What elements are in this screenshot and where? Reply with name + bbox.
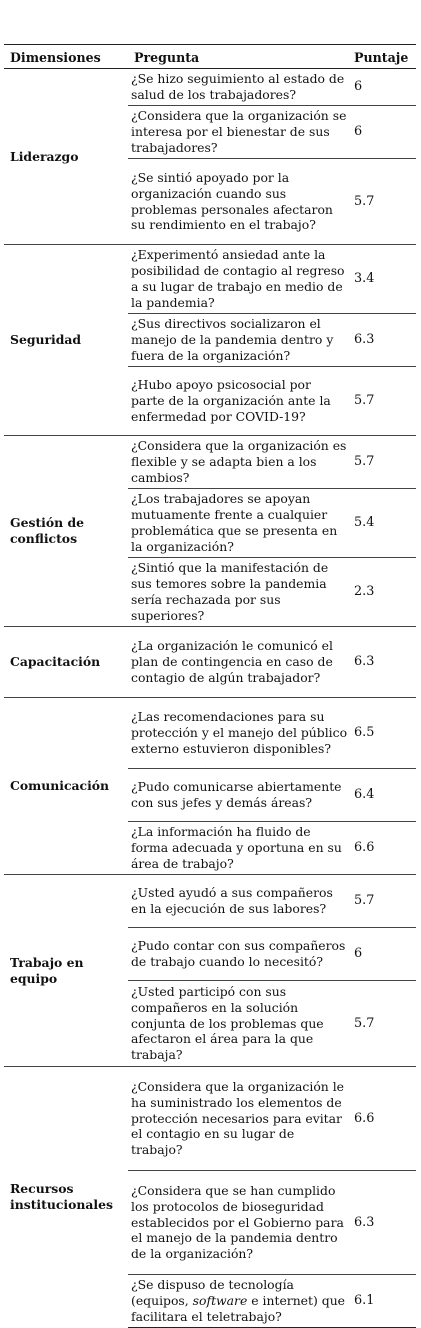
table-row bbox=[4, 69, 416, 106]
question-cell: ¿Considera que la organización se interesa por el bienestar de sus trabajadores? bbox=[128, 106, 350, 159]
question-cell: ¿Hubo apoyo psicosocial por parte de la organización ante la enfermedad por COVID-19? bbox=[128, 367, 350, 436]
score-cell: 5.4 bbox=[350, 489, 416, 558]
score-cell: 6.5 bbox=[350, 698, 416, 769]
score-cell: 6 bbox=[354, 79, 363, 95]
question-cell: ¿Considera que la organización es flexible y se adapta bien a los cambios? bbox=[128, 436, 350, 489]
question-cell bbox=[128, 1275, 350, 1328]
dimension-gestion-de-conflictos: Gestión de conflictos bbox=[4, 436, 128, 627]
table-row bbox=[4, 245, 416, 314]
score-cell: 6 bbox=[350, 928, 416, 981]
question-cell: ¿Los trabajadores se apoyan mutuamente frente a cualquier problemática que se presenta en la organización? bbox=[128, 489, 350, 558]
question-cell: ¿Usted ayudó a sus compañeros en la ejecución de sus labores? bbox=[128, 875, 350, 928]
header-dimension: Dimensiones bbox=[4, 45, 128, 69]
score-cell: 6 bbox=[350, 106, 416, 159]
table-row bbox=[4, 875, 416, 928]
table-row bbox=[4, 698, 416, 769]
question-cell: ¿Experimentó ansiedad ante la posibilidad de contagio al regreso a su lugar de trabajo en medio de la pandemia? bbox=[128, 245, 350, 314]
question-cell: ¿Considera que se han cumplido los protocolos de bioseguridad establecidos por el Gobierno para el manejo de la pandemia dentro de la organización? bbox=[128, 1171, 350, 1275]
score-cell: 5.7 bbox=[350, 159, 416, 245]
table-row bbox=[4, 1067, 416, 1171]
score-cell: 3.4 bbox=[350, 245, 416, 314]
score-cell: 5.7 bbox=[350, 875, 416, 928]
question-cell: ¿Se hizo seguimiento al estado de salud de los trabajadores? bbox=[131, 71, 345, 102]
score-cell: 6.3 bbox=[350, 627, 416, 698]
question-cell: ¿Usted participó con sus compañeros en la solución conjunta de los problemas que afectaron el área para la que trabaja? bbox=[128, 981, 350, 1067]
score-cell: 6.3 bbox=[350, 314, 416, 367]
dimension-seguridad: Seguridad bbox=[4, 245, 128, 436]
score-cell: 2.3 bbox=[350, 558, 416, 627]
score-cell: 6.6 bbox=[350, 1067, 416, 1171]
table-row bbox=[4, 627, 416, 698]
question-cell: ¿Considera que la organización le ha suministrado los elementos de protección necesarios para evitar el contagio en su lugar de trabajo? bbox=[128, 1067, 350, 1171]
question-cell: ¿Las recomendaciones para su protección y el manejo del público externo estuvieron disponibles? bbox=[128, 698, 350, 769]
dimension-recursos-institucionales: Recursos institucionales bbox=[4, 1067, 128, 1328]
score-cell: 5.7 bbox=[350, 436, 416, 489]
question-text-start: ¿Se dispuso de tecnología (equipos, bbox=[131, 1277, 294, 1309]
question-cell: ¿La organización le comunicó el plan de contingencia en caso de contagio de algún trabajador? bbox=[128, 627, 350, 698]
question-cell: ¿Pudo comunicarse abiertamente con sus jefes y demás áreas? bbox=[128, 769, 350, 822]
question-text-italic: software bbox=[192, 1293, 248, 1309]
dimension-trabajo-en-equipo: Trabajo en equipo bbox=[4, 875, 128, 1067]
score-cell: 5.7 bbox=[350, 981, 416, 1067]
question-cell: ¿Se sintió apoyado por la organización cuando sus problemas personales afectaron su rendimiento en el trabajo? bbox=[128, 159, 350, 245]
survey-table bbox=[4, 44, 416, 1328]
question-cell: ¿Sintió que la manifestación de sus temores sobre la pandemia sería rechazada por sus superiores? bbox=[128, 558, 350, 627]
score-cell: 5.7 bbox=[350, 367, 416, 436]
score-cell: 6.6 bbox=[350, 822, 416, 875]
dimension-capacitacion: Capacitación bbox=[4, 627, 128, 698]
header-score: Puntaje bbox=[350, 45, 416, 69]
score-cell: 6.1 bbox=[350, 1275, 416, 1328]
question-cell: ¿La información ha fluido de forma adecuada y oportuna en su área de trabajo? bbox=[128, 822, 350, 875]
table-row bbox=[4, 436, 416, 489]
dimension-liderazgo: Liderazgo bbox=[10, 148, 79, 164]
score-cell: 6.4 bbox=[350, 769, 416, 822]
score-cell: 6.3 bbox=[350, 1171, 416, 1275]
header-row bbox=[4, 45, 416, 69]
question-cell: ¿Sus directivos socializaron el manejo de la pandemia dentro y fuera de la organización? bbox=[128, 314, 350, 367]
header-question: Pregunta bbox=[128, 45, 350, 69]
question-cell: ¿Pudo contar con sus compañeros de trabajo cuando lo necesitó? bbox=[128, 928, 350, 981]
dimension-comunicacion: Comunicación bbox=[4, 698, 128, 875]
question-text-end: e internet) que facilitara el teletrabajo? bbox=[131, 1293, 346, 1324]
